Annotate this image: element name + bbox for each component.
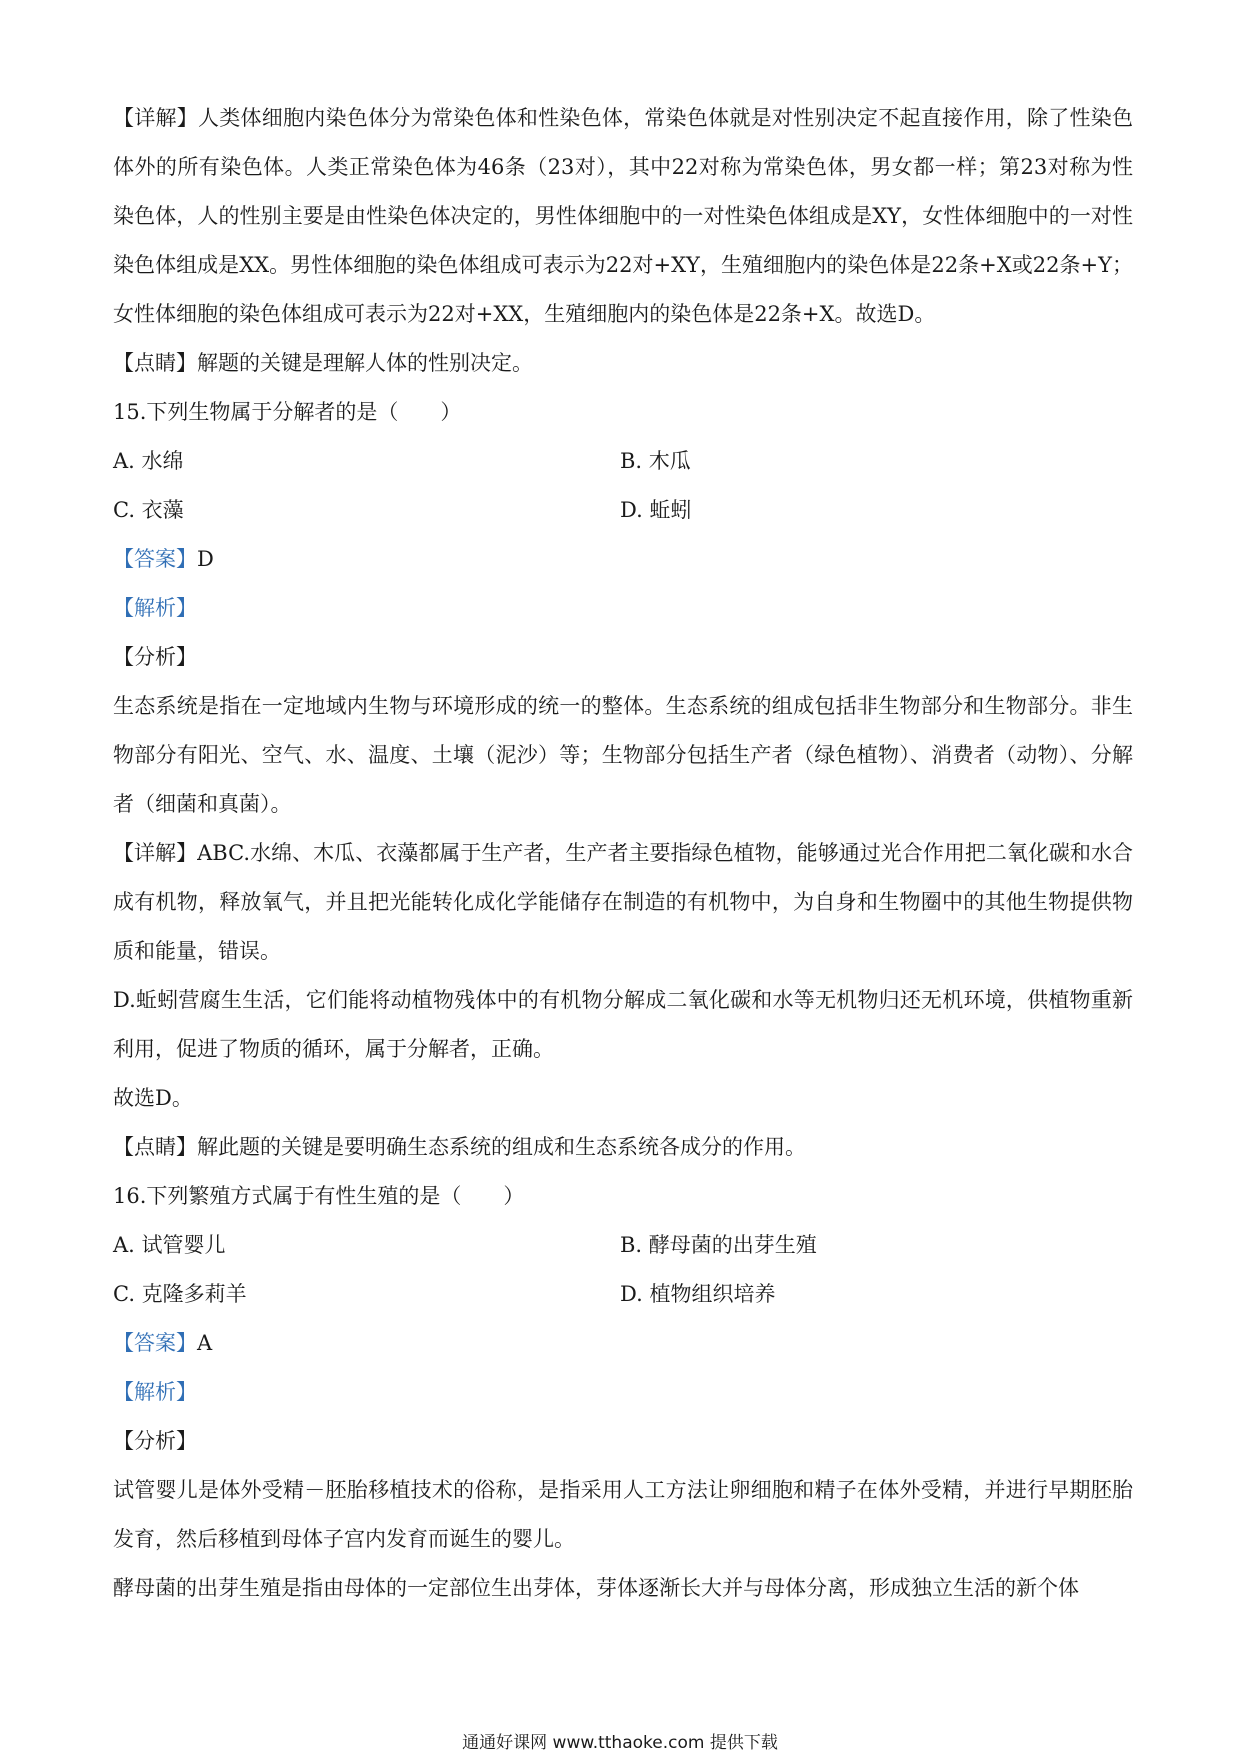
tip-tag: 【点睛】 <box>113 1135 197 1159</box>
q15-detail <box>113 829 1133 976</box>
q15-question: 15.下列生物属于分解者的是（ ） <box>113 400 462 424</box>
q16-fenxi-text: 试管婴儿是体外受精－胚胎移植技术的俗称，是指采用人工方法让卵细胞和精子在体外受精，并进行早期胚胎发育，然后移植到母体子宫内发育而诞生的婴儿。 <box>113 1478 1133 1551</box>
q15-conclusion: 故选D。 <box>113 1086 193 1110</box>
tip-text: 解此题的关键是要明确生态系统的组成和生态系统各成分的作用。 <box>197 1135 806 1159</box>
detail-text: ABC.水绵、木瓜、衣藻都属于生产者，生产者主要指绿色植物，能够通过光合作用把二氧化碳和水合成有机物，释放氧气，并且把光能转化成化学能储存在制造的有机物中，为自身和生物圈中的其他生物提供物质和能量，错误。 <box>113 841 1133 963</box>
answer-tag: 【答案】 <box>113 1331 197 1355</box>
q16-answer <box>113 1319 1133 1368</box>
q16-option-a: A. 试管婴儿 <box>113 1233 226 1257</box>
q15-answer <box>113 535 1133 584</box>
q16-option-d: D. 植物组织培养 <box>620 1282 776 1306</box>
detail-tag: 【详解】 <box>113 106 199 130</box>
q14-tip <box>113 339 1133 388</box>
q15-detail-d: D.蚯蚓营腐生生活，它们能将动植物残体中的有机物分解成二氧化碳和水等无机物归还无机环境，供植物重新利用，促进了物质的循环，属于分解者，正确。 <box>113 988 1133 1061</box>
q15-option-d: D. 蚯蚓 <box>620 498 692 522</box>
q16-analysis-tag: 【解析】 <box>113 1380 197 1404</box>
q16-option-b: B. 酵母菌的出芽生殖 <box>620 1233 817 1257</box>
tip-tag: 【点睛】 <box>113 351 197 375</box>
q15-fenxi-text: 生态系统是指在一定地域内生物与环境形成的统一的整体。生态系统的组成包括非生物部分和生物部分。非生物部分有阳光、空气、水、温度、土壤（泥沙）等；生物部分包括生产者（绿色植物）、消费者（动物）、分解者（细菌和真菌）。 <box>113 694 1133 816</box>
q16-question: 16.下列繁殖方式属于有性生殖的是（ ） <box>113 1184 525 1208</box>
q16-options-row-1 <box>113 1221 1133 1270</box>
q14-detail <box>113 94 1133 339</box>
answer-tag: 【答案】 <box>113 547 197 571</box>
q15-tip <box>113 1123 1133 1172</box>
q15-option-b: B. 木瓜 <box>620 449 691 473</box>
q15-fenxi-tag: 【分析】 <box>113 645 197 669</box>
q16-option-c: C. 克隆多莉羊 <box>113 1282 247 1306</box>
q15-analysis-tag: 【解析】 <box>113 596 197 620</box>
q15-option-a: A. 水绵 <box>113 449 184 473</box>
q16-fenxi-text-2: 酵母菌的出芽生殖是指由母体的一定部位生出芽体，芽体逐渐长大并与母体分离，形成独立生活的新个体 <box>113 1576 1079 1600</box>
q15-options-row-1 <box>113 437 1133 486</box>
page-footer: 通通好课网 www.tthaoke.com 提供下载 <box>462 1733 778 1753</box>
detail-tag: 【详解】 <box>113 841 198 865</box>
answer-value: D <box>197 547 214 571</box>
document-page <box>113 94 1133 1613</box>
tip-text: 解题的关键是理解人体的性别决定。 <box>197 351 533 375</box>
q15-options-row-2 <box>113 486 1133 535</box>
q15-option-c: C. 衣藻 <box>113 498 184 522</box>
q16-options-row-2 <box>113 1270 1133 1319</box>
answer-value: A <box>197 1331 213 1355</box>
detail-text: 人类体细胞内染色体分为常染色体和性染色体，常染色体就是对性别决定不起直接作用，除了性染色体外的所有染色体。人类正常染色体为46条（23对），其中22对称为常染色体，男女都一样；第23对称为性染色体，人的性别主要是由性染色体决定的，男性体细胞中的一对性染色体组成是XY，女性体细胞中的一对性染色体组成是XX。男性体细胞的染色体组成可表示为22对+XY，生殖细胞内的染色体是22条+X或22条+Y；女性体细胞的染色体组成可表示为22对+XX，生殖细胞内的染色体是22条+X。故选D。 <box>113 106 1134 326</box>
q16-fenxi-tag: 【分析】 <box>113 1429 197 1453</box>
